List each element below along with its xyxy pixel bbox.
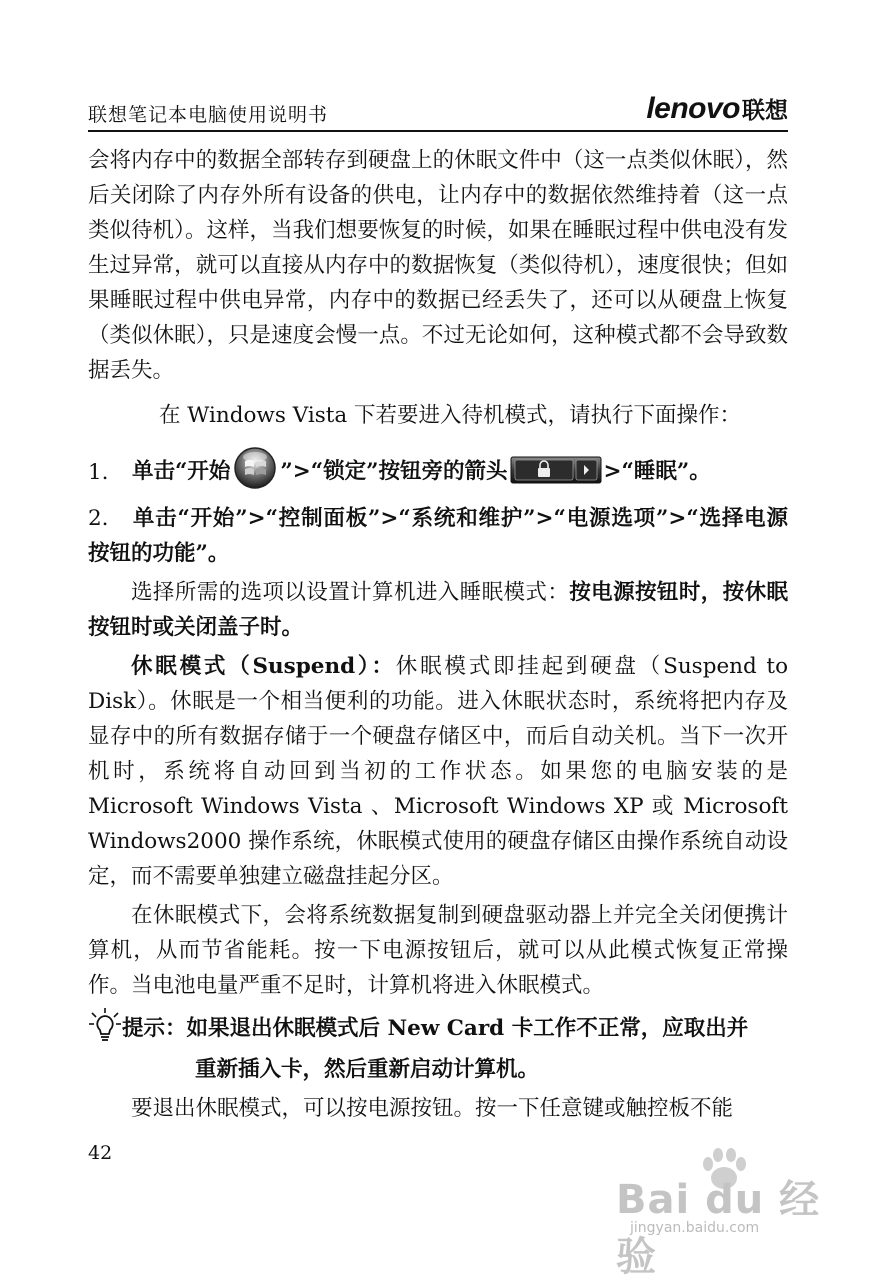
- lock-button-icon: [510, 456, 602, 484]
- paragraph-exit-hibernate: 要退出休眠模式，可以按电源按钮。按一下任意键或触控板不能: [131, 1096, 734, 1121]
- logo-latin: lenovo: [646, 92, 740, 125]
- step-2-text: 单击“开始”>“控制面板”>“系统和维护”>“电源选项”>“选择电源按钮的功能”。: [88, 506, 788, 566]
- logo-cjk: 联想: [742, 98, 788, 124]
- paragraph-sleep-description: 会将内存中的数据全部转存到硬盘上的休眠文件中（这一点类似休眠），然后关闭除了内存外所有设备的供电，让内存中的数据依然维持着（这一点类似待机）。这样，当我们想要恢复的时候，如果在睡眠过程中供电没有发生过异常，就可以直接从内存中的数据恢复（类似待机），速度很快；但如果睡眠过程中供电异常，内存中的数据已经丢失了，还可以从硬盘上恢复（类似休眠），只是速度会慢一点。不过无论如何，这种模式都不会导致数据丢失。: [88, 148, 788, 383]
- paragraph-vista-intro: 在 Windows Vista 下若要进入待机模式，请执行下面操作：: [158, 403, 742, 428]
- watermark-brand: Bai du 经验: [616, 1177, 821, 1280]
- sleep-options-intro: 选择所需的选项以设置计算机进入睡眠模式：: [131, 580, 570, 605]
- paragraph-hibernate-mode: 在休眠模式下，会将系统数据复制到硬盘驱动器上并完全关闭便携计算机，从而节省能耗。按一下电源按钮后，就可以从此模式恢复正常操作。当电池电量严重不足时，计算机将进入休眠模式。: [88, 903, 788, 998]
- step-number: 2.: [88, 506, 109, 531]
- suspend-heading: 休眠模式（Suspend）：: [131, 654, 396, 679]
- paragraph-sleep-options: [88, 575, 788, 645]
- baidu-watermark: [616, 1150, 836, 1280]
- sleep-options-list: 按电源按钮时，按休眠按钮时或关闭盖子时。: [88, 580, 788, 640]
- lenovo-logo: [646, 92, 788, 126]
- lightbulb-tip-icon: [88, 1007, 122, 1043]
- step-1-text: [132, 450, 711, 494]
- tip-line-2: 重新插入卡，然后重新启动计算机。: [195, 1057, 540, 1082]
- page-number: 42: [88, 1142, 113, 1164]
- page-content: [88, 143, 788, 1126]
- step-number: 1.: [88, 459, 109, 485]
- step-1: [88, 447, 788, 497]
- tip-line-1: 提示：如果退出休眠模式后 New Card 卡工作不正常，应取出并: [122, 1016, 749, 1041]
- step-1-part-2: ”>“锁定”按钮旁的箭头: [280, 459, 508, 484]
- step-2: [88, 501, 788, 571]
- page-header: [88, 92, 788, 132]
- suspend-description: 休眠模式即挂起到硬盘（Suspend to Disk）。休眠是一个相当便利的功能。进入休眠状态时，系统将把内存及显存中的所有数据存储于一个硬盘存储区中，而后自动关机。当下一次开机时，系统将自动回到当初的工作状态。如果您的电脑安装的是Microsoft Windows Vista 、Microsoft Windows XP 或 Microsoft Windows2000 操作系统，休眠模式使用的硬盘存储区由操作系统自动设定，而不需要单独建立磁盘挂起分区。: [88, 654, 789, 889]
- paragraph-suspend: [88, 649, 788, 894]
- step-1-part-3: >“睡眠”。: [603, 459, 711, 484]
- step-1-part-1: 单击“开始: [132, 459, 231, 484]
- manual-title: 联想笔记本电脑使用说明书: [88, 104, 329, 126]
- windows-start-orb-icon: [232, 446, 278, 490]
- watermark-url: jingyan.baidu.com: [630, 1220, 760, 1236]
- header-divider: [88, 130, 788, 132]
- tip-note: [88, 1011, 788, 1046]
